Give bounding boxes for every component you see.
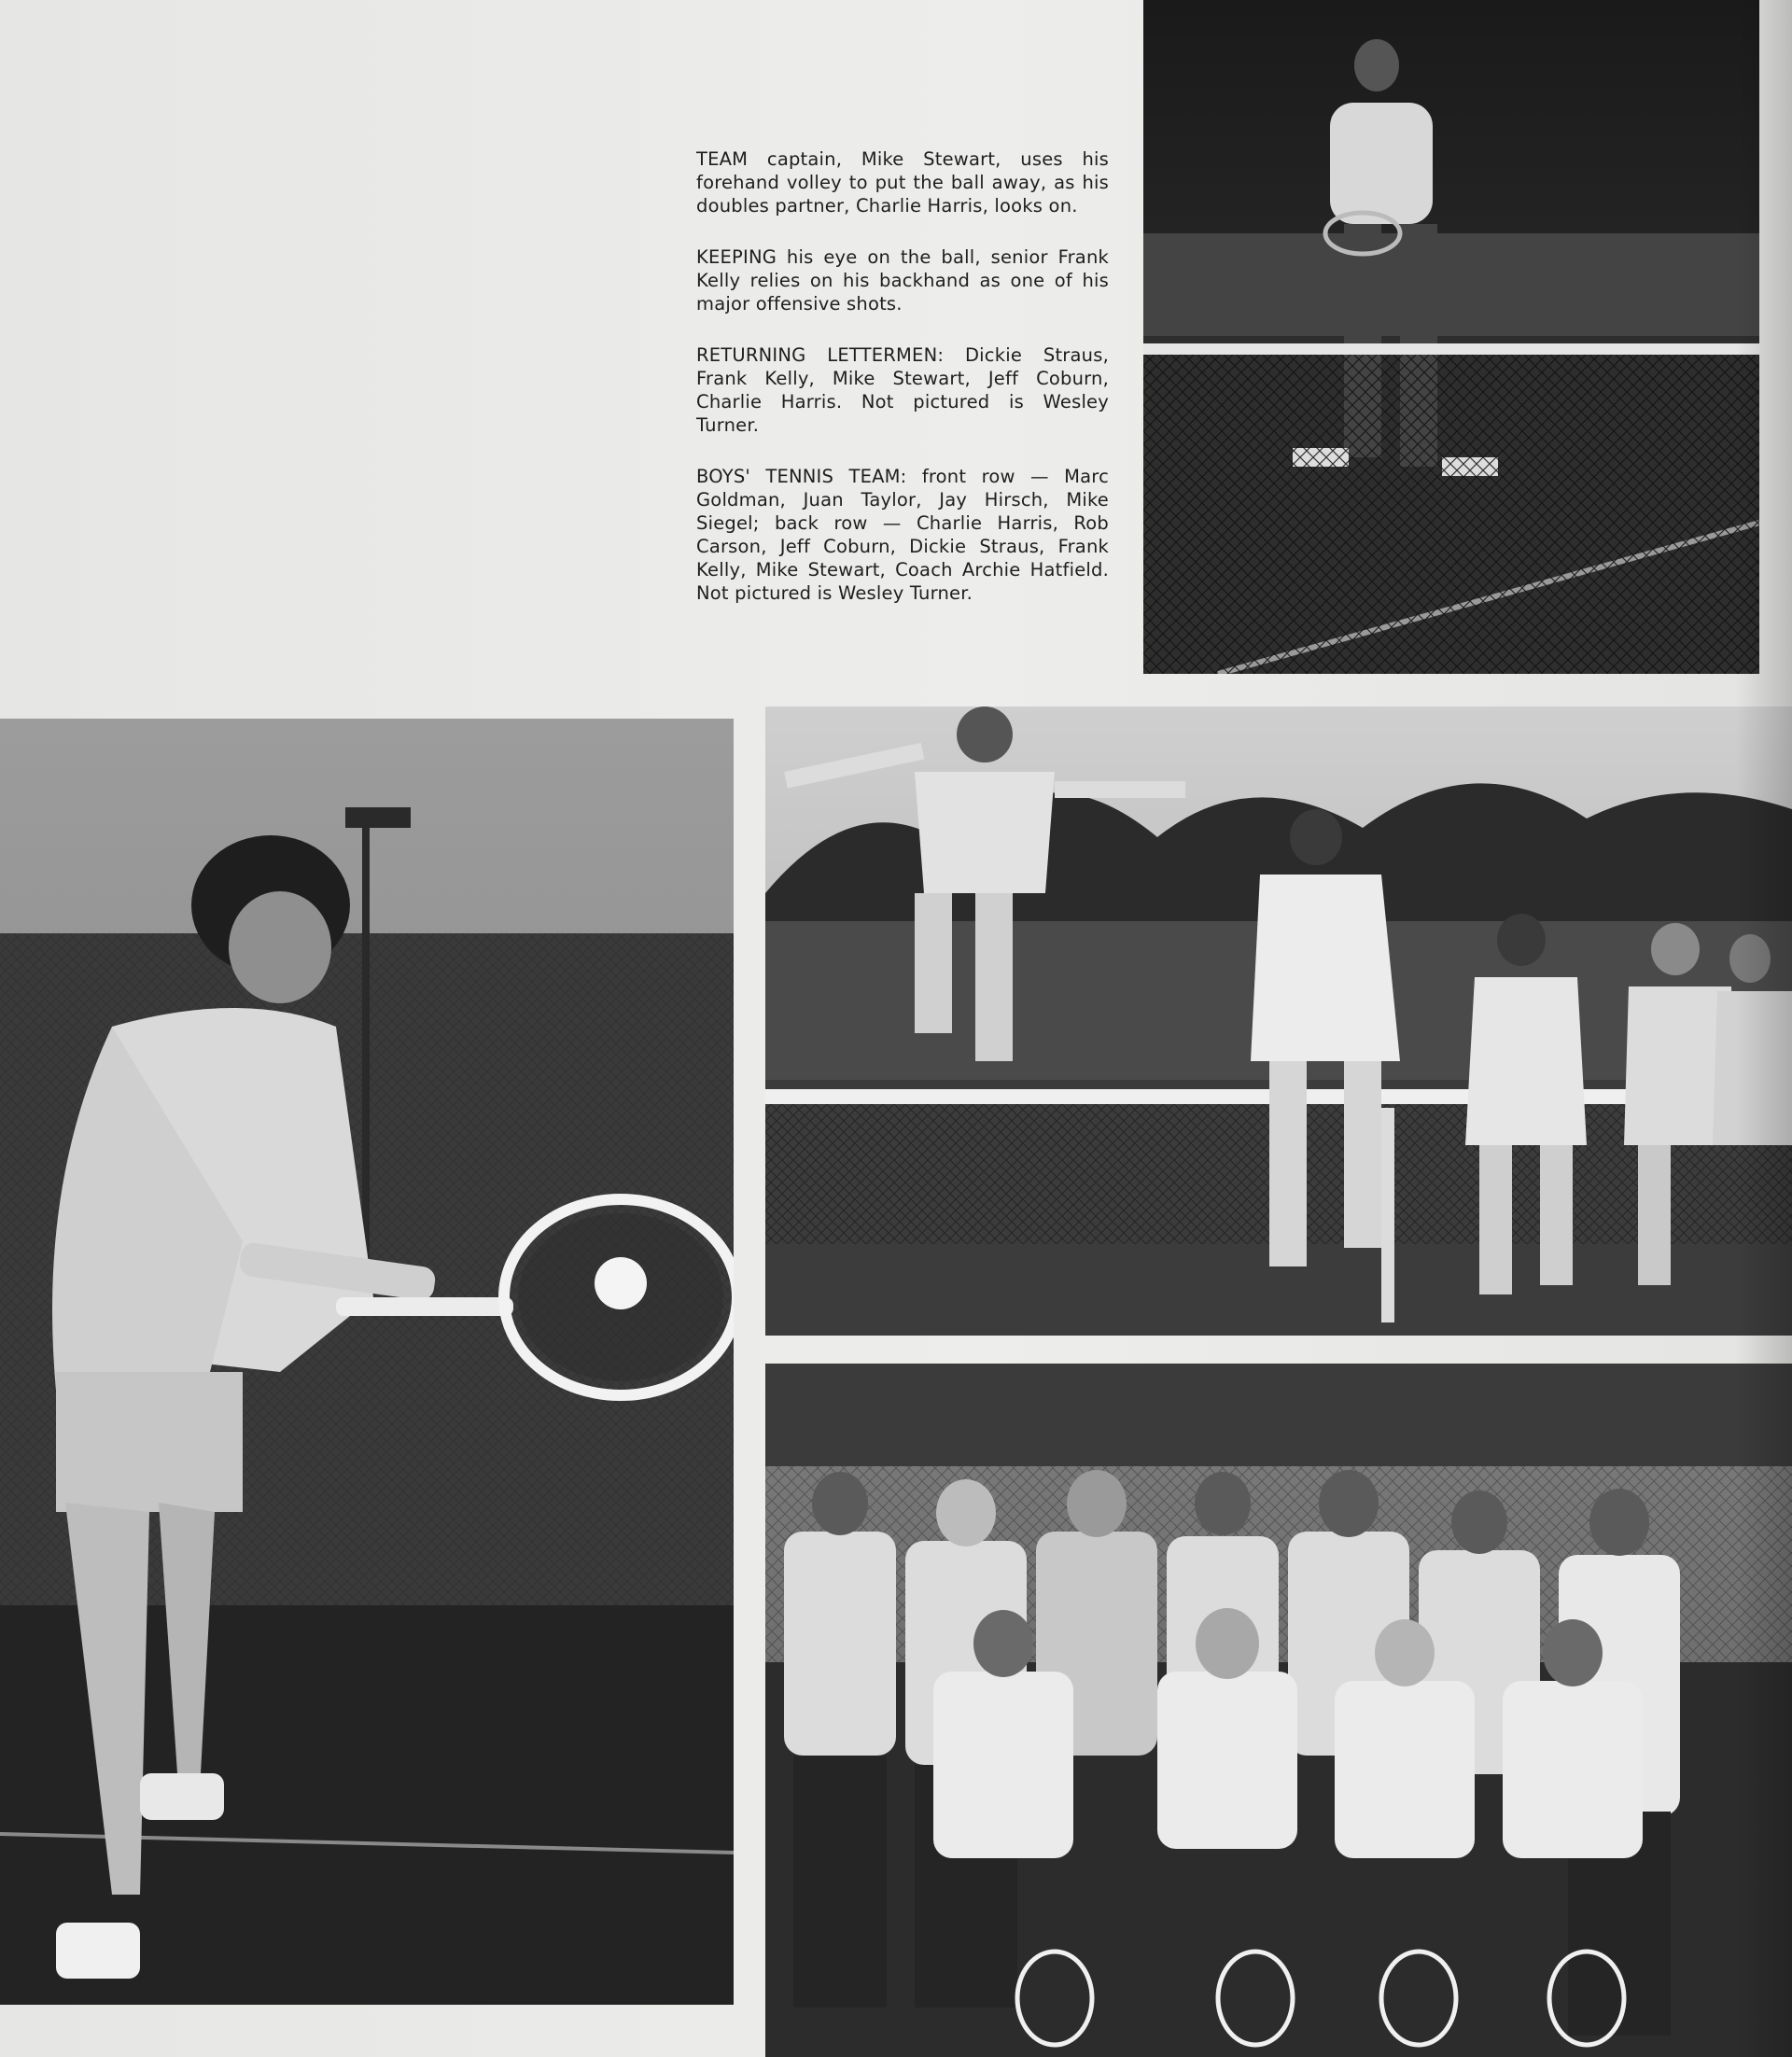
caption-column xyxy=(696,147,1109,633)
photo-team xyxy=(765,1364,1792,2057)
caption-lead: KEEPING xyxy=(696,246,777,268)
caption-text: Dickie Straus, Frank Kelly, Mike Stewart, Jeff Coburn, Charlie Harris. Not pictured is Wesley Turner. xyxy=(696,344,1109,436)
caption-lead: TEAM xyxy=(696,148,749,170)
caption-lead: RETURNING LETTERMEN: xyxy=(696,344,945,366)
photo-volley xyxy=(1143,0,1759,674)
caption-team xyxy=(696,465,1109,605)
caption-backhand xyxy=(696,245,1109,315)
photo-lettermen xyxy=(765,707,1792,1336)
caption-lead: BOYS' TENNIS TEAM: xyxy=(696,466,907,487)
caption-text: front row — Marc Goldman, Juan Taylor, Jay Hirsch, Mike Siegel; back row — Charlie Harris, Rob Carson, Jeff Coburn, Dickie Straus, Frank Kelly, Mike Stewart, Coach Archie Hatfield. Not pictured is Wesley Turner. xyxy=(696,466,1109,604)
page-gutter-shadow xyxy=(1736,0,1792,2057)
caption-text: captain, Mike Stewart, uses his forehand volley to put the ball away, as his doubles partner, Charlie Harris, looks on. xyxy=(696,148,1109,217)
caption-lettermen xyxy=(696,343,1109,437)
photo-backhand xyxy=(0,719,734,2005)
caption-volley xyxy=(696,147,1109,217)
caption-text: his eye on the ball, senior Frank Kelly relies on his backhand as one of his major offensive shots. xyxy=(696,246,1109,315)
